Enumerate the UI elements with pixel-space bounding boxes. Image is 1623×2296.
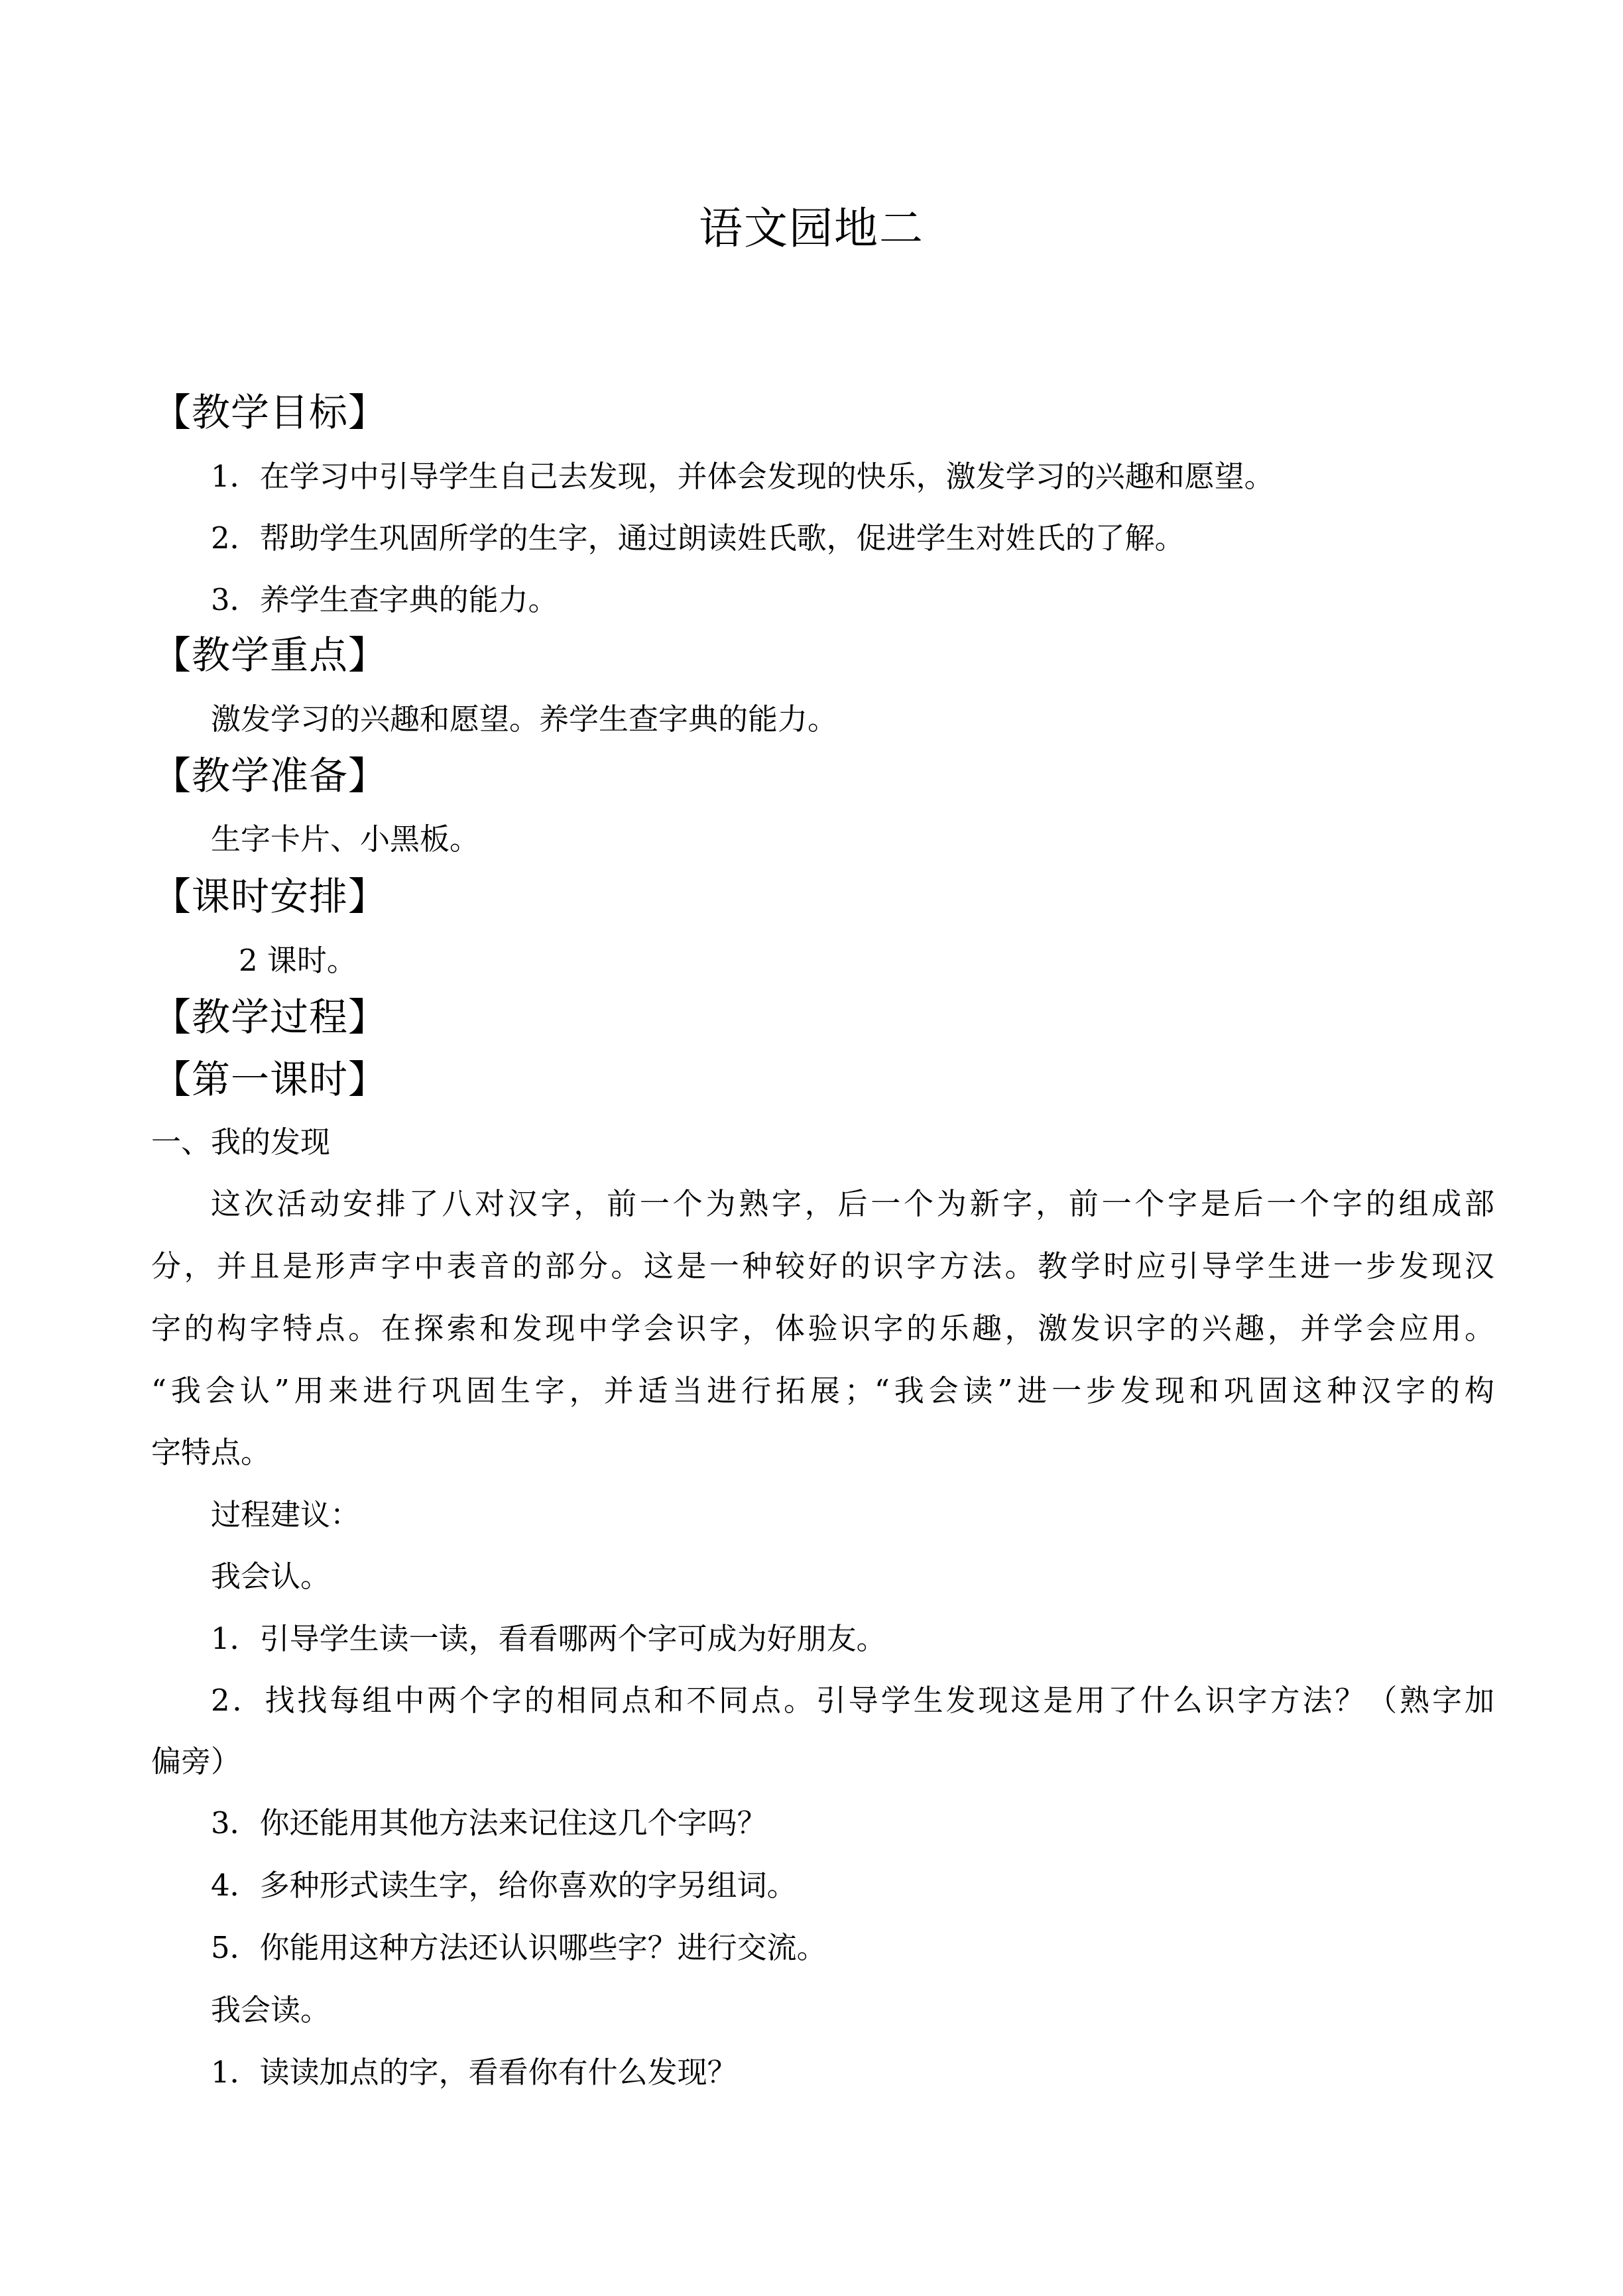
section-title-my-discovery: 一、我的发现 <box>151 1124 331 1160</box>
preparation-text: 生字卡片、小黑板。 <box>211 821 480 857</box>
preparation-heading: 【教学准备】 <box>152 753 388 798</box>
recognize-label: 我会认。 <box>211 1559 331 1594</box>
objective-item: 1．在学习中引导学生自己去发现，并体会发现的快乐，激发学习的兴趣和愿望。 <box>211 459 1274 494</box>
paragraph-line: “我会认”用来进行巩固生字，并适当进行拓展；“我会读”进一步发现和巩固这种汉字的构 <box>151 1373 1494 1408</box>
page-title: 语文园地二 <box>699 203 924 254</box>
lesson-one-heading: 【第一课时】 <box>152 1057 388 1102</box>
recognize-step: 5．你能用这种方法还认识哪些字？进行交流。 <box>211 1930 827 1965</box>
paragraph-line: 字特点。 <box>151 1435 271 1470</box>
recognize-step: 2．找找每组中两个字的相同点和不同点。引导学生发现这是用了什么识字方法？（熟字加 <box>211 1683 1494 1718</box>
suggestion-label: 过程建议： <box>211 1497 361 1532</box>
objectives-heading: 【教学目标】 <box>152 390 388 435</box>
paragraph-line: 字的构字特点。在探索和发现中学会识字，体验识字的乐趣，激发识字的兴趣，并学会应用。 <box>151 1311 1494 1346</box>
schedule-text: 2 课时。 <box>239 943 357 978</box>
process-heading: 【教学过程】 <box>152 995 388 1040</box>
objective-item: 2．帮助学生巩固所学的生字，通过朗读姓氏歌，促进学生对姓氏的了解。 <box>211 520 1185 556</box>
objective-item: 3．养学生查字典的能力。 <box>211 582 558 617</box>
recognize-step: 1．引导学生读一读，看看哪两个字可成为好朋友。 <box>211 1621 886 1656</box>
schedule-heading: 【课时安排】 <box>152 874 388 919</box>
paragraph-line: 分，并且是形声字中表音的部分。这是一种较好的识字方法。教学时应引导学生进一步发现汉 <box>151 1248 1494 1284</box>
recognize-step: 3．你还能用其他方法来记住这几个字吗？ <box>211 1805 767 1841</box>
recognize-step-continued: 偏旁） <box>151 1744 241 1779</box>
read-step: 1．读读加点的字，看看你有什么发现？ <box>211 2055 737 2090</box>
read-label: 我会读。 <box>211 1992 331 2027</box>
paragraph-line: 这次活动安排了八对汉字，前一个为熟字，后一个为新字，前一个字是后一个字的组成部 <box>211 1186 1494 1221</box>
key-points-text: 激发学习的兴趣和愿望。养学生查字典的能力。 <box>211 701 838 737</box>
recognize-step: 4．多种形式读生字，给你喜欢的字另组词。 <box>211 1868 797 1903</box>
key-points-heading: 【教学重点】 <box>152 633 388 678</box>
